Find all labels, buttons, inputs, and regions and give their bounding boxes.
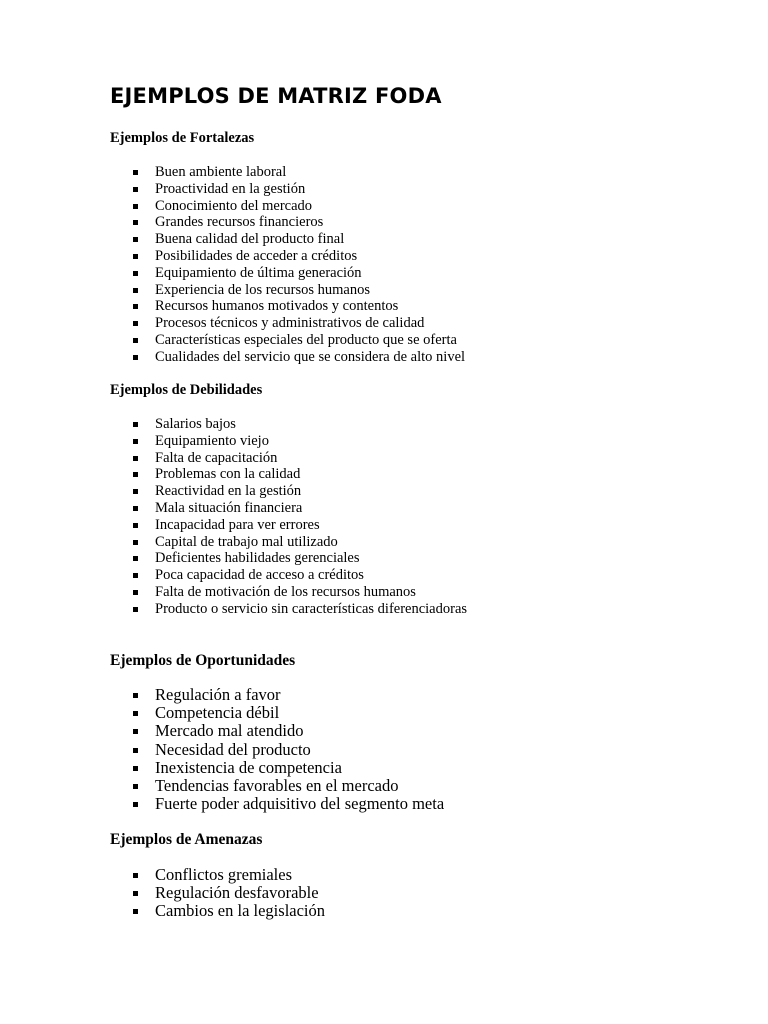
list-item [132,231,465,248]
list-item-text: Conocimiento del mercado [155,197,313,214]
list-item-text: Competencia débil [155,703,280,723]
list-item-text: Producto o servicio sin características diferenciadoras [155,600,468,617]
square-bullet-icon [133,784,138,789]
list-item [132,450,467,467]
list-item [132,248,465,265]
list-fortalezas [132,164,465,366]
list-item-text: Equipamiento viejo [155,432,269,449]
square-bullet-icon [133,271,138,276]
list-item [132,214,465,231]
list-item [132,315,465,332]
list-item [132,265,465,282]
section-heading-oportunidades: Ejemplos de Oportunidades [110,652,296,669]
list-item [132,795,444,813]
square-bullet-icon [133,489,138,494]
list-item-text: Procesos técnicos y administrativos de calidad [155,315,425,332]
list-item [132,866,325,884]
square-bullet-icon [133,766,138,771]
list-item-text: Posibilidades de acceder a créditos [155,247,358,264]
square-bullet-icon [133,187,138,192]
list-item-text: Regulación a favor [155,685,281,704]
square-bullet-icon [133,439,138,444]
square-bullet-icon [133,204,138,209]
list-item-text: Buena calidad del producto final [155,231,345,248]
list-item [132,483,467,500]
square-bullet-icon [133,170,138,175]
list-item [132,433,467,450]
list-item-text: Poca capacidad de acceso a créditos [155,567,364,584]
section-heading-debilidades: Ejemplos de Debilidades [110,382,263,398]
square-bullet-icon [133,573,138,578]
page-title: EJEMPLOS DE MATRIZ FODA [110,84,442,108]
list-item [132,741,444,759]
square-bullet-icon [133,237,138,242]
square-bullet-icon [133,729,138,734]
list-item-text: Deficientes habilidades gerenciales [155,550,360,567]
section-heading-amenazas: Ejemplos de Amenazas [110,831,263,848]
square-bullet-icon [133,220,138,225]
square-bullet-icon [133,355,138,360]
square-bullet-icon [133,891,138,896]
square-bullet-icon [133,288,138,293]
list-item [132,567,467,584]
square-bullet-icon [133,590,138,595]
square-bullet-icon [133,523,138,528]
list-item-text: Mala situación financiera [155,499,303,516]
square-bullet-icon [133,422,138,427]
list-item-text: Conflictos gremiales [155,865,293,884]
list-item-text: Incapacidad para ver errores [155,516,320,533]
list-item [132,584,467,601]
list-item [132,777,444,795]
square-bullet-icon [133,802,138,807]
list-item-text: Falta de capacitación [155,449,278,466]
list-item [132,282,465,299]
square-bullet-icon [133,338,138,343]
list-item [132,601,467,618]
list-item-text: Reactividad en la gestión [155,483,302,500]
list-amenazas [132,866,325,921]
list-item [132,902,325,920]
square-bullet-icon [133,321,138,326]
list-item [132,466,467,483]
square-bullet-icon [133,472,138,477]
list-item [132,704,444,722]
list-item-text: Salarios bajos [155,416,236,432]
square-bullet-icon [133,456,138,461]
list-item-text: Recursos humanos motivados y contentos [155,298,399,315]
square-bullet-icon [133,711,138,716]
list-item-text: Capital de trabajo mal utilizado [155,533,338,550]
square-bullet-icon [133,540,138,545]
list-item-text: Problemas con la calidad [155,466,301,483]
list-item [132,298,465,315]
list-item [132,686,444,704]
list-item-text: Inexistencia de competencia [155,757,342,777]
list-item [132,722,444,740]
list-item-text: Cambios en la legislación [155,901,326,921]
list-item-text: Falta de motivación de los recursos humanos [155,583,416,600]
section-heading-fortalezas: Ejemplos de Fortalezas [110,130,255,146]
list-item [132,198,465,215]
square-bullet-icon [133,748,138,753]
list-item-text: Mercado mal atendido [155,721,304,741]
list-item [132,332,465,349]
list-item [132,884,325,902]
list-item-text: Buen ambiente laboral [155,164,287,180]
list-item [132,534,467,551]
list-item-text: Proactividad en la gestión [155,180,306,197]
list-oportunidades [132,686,444,813]
list-item [132,349,465,366]
square-bullet-icon [133,506,138,511]
list-item [132,759,444,777]
square-bullet-icon [133,607,138,612]
list-item [132,164,465,181]
list-item-text: Cualidades del servicio que se considera de alto nivel [155,348,466,365]
square-bullet-icon [133,873,138,878]
square-bullet-icon [133,254,138,259]
list-item [132,550,467,567]
square-bullet-icon [133,693,138,698]
list-item-text: Fuerte poder adquisitivo del segmento meta [155,794,445,814]
list-item [132,181,465,198]
list-item-text: Grandes recursos financieros [155,214,324,231]
list-item-text: Experiencia de los recursos humanos [155,281,371,298]
square-bullet-icon [133,304,138,309]
list-item-text: Necesidad del producto [155,739,311,759]
list-debilidades [132,416,467,618]
list-item-text: Equipamiento de última generación [155,264,362,281]
list-item-text: Tendencias favorables en el mercado [155,775,399,795]
list-item [132,416,467,433]
list-item [132,517,467,534]
list-item-text: Características especiales del producto que se oferta [155,331,457,348]
list-item-text: Regulación desfavorable [155,883,319,903]
square-bullet-icon [133,909,138,914]
square-bullet-icon [133,556,138,561]
list-item [132,500,467,517]
